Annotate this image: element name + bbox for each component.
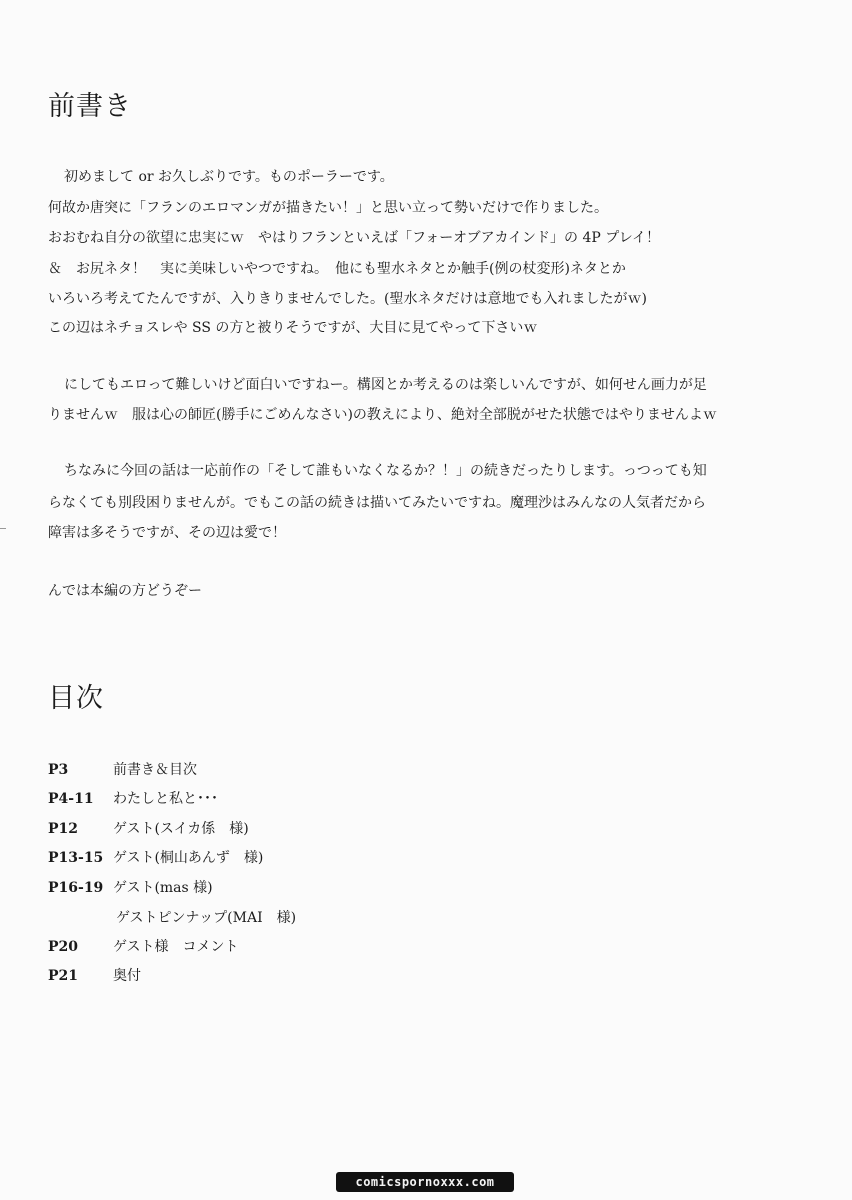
preface-line: ちなみに今回の話は一応前作の「そして誰もいなくなるか？！」の続きだったりします。っつっても知: [64, 463, 707, 479]
preface-line: りませんｗ 服は心の師匠(勝手にごめんなさい)の教えにより、絶対全部脱がせた状態ではやりませんよｗ: [48, 407, 717, 423]
toc-entry-title: ゲスト(桐山あんず 様): [113, 850, 264, 866]
watermark-banner: comicspornoxxx.com: [336, 1172, 514, 1192]
toc-entry-title: わたしと私と･･･: [113, 791, 218, 807]
toc-entry-title: 前書き＆目次: [113, 762, 197, 778]
toc-entry-title: 奥付: [113, 968, 141, 984]
preface-line: おおむね自分の欲望に忠実にｗ やはりフランといえば「フォーオブアカインド」の 4P プレイ！: [48, 230, 661, 246]
toc-entry-title: ゲストピンナップ(MAI 様): [116, 910, 297, 926]
preface-line: 初めまして or お久しぶりです。ものポーラーです。: [64, 169, 394, 185]
toc-page-number: P16-19: [48, 880, 104, 896]
margin-mark: [0, 528, 6, 529]
toc-page-number: P21: [48, 968, 79, 984]
toc-heading: 目次: [48, 683, 104, 714]
toc-entry-title: ゲスト(mas 様): [113, 880, 213, 896]
preface-line: にしてもエロって難しいけど面白いですねー。構図とか考えるのは楽しいんですが、如何せん画力が足: [64, 377, 707, 393]
toc-entry-title: ゲスト(スイカ係 様): [113, 821, 249, 837]
toc-page-number: P13-15: [48, 850, 104, 866]
preface-line: この辺はネチョスレや SS の方と被りそうですが、大目に見てやって下さいｗ: [48, 320, 538, 336]
preface-line: らなくても別段困りませんが。でもこの話の続きは描いてみたいですね。魔理沙はみんなの人気者だから: [48, 495, 706, 511]
toc-page-number: P12: [48, 821, 79, 837]
toc-page-number: P3: [48, 762, 69, 778]
preface-heading: 前書き: [48, 91, 132, 122]
toc-entry-title: ゲスト様 コメント: [113, 939, 239, 955]
toc-page-number: P20: [48, 939, 79, 955]
toc-page-number: P4-11: [48, 791, 94, 807]
preface-line: ＆ お尻ネタ！ 実に美味しいやつですね。 他にも聖水ネタとか触手(例の杖変形)ネタとか: [48, 261, 626, 277]
preface-line: 障害は多そうですが、その辺は愛で！: [48, 525, 286, 541]
preface-line: いろいろ考えてたんですが、入りきりませんでした。(聖水ネタだけは意地でも入れましたがｗ): [48, 291, 647, 307]
preface-line: 何故か唐突に「フランのエロマンガが描きたい！」と思い立って勢いだけで作りました。: [48, 200, 608, 216]
preface-line: んでは本編の方どうぞー: [48, 583, 202, 599]
